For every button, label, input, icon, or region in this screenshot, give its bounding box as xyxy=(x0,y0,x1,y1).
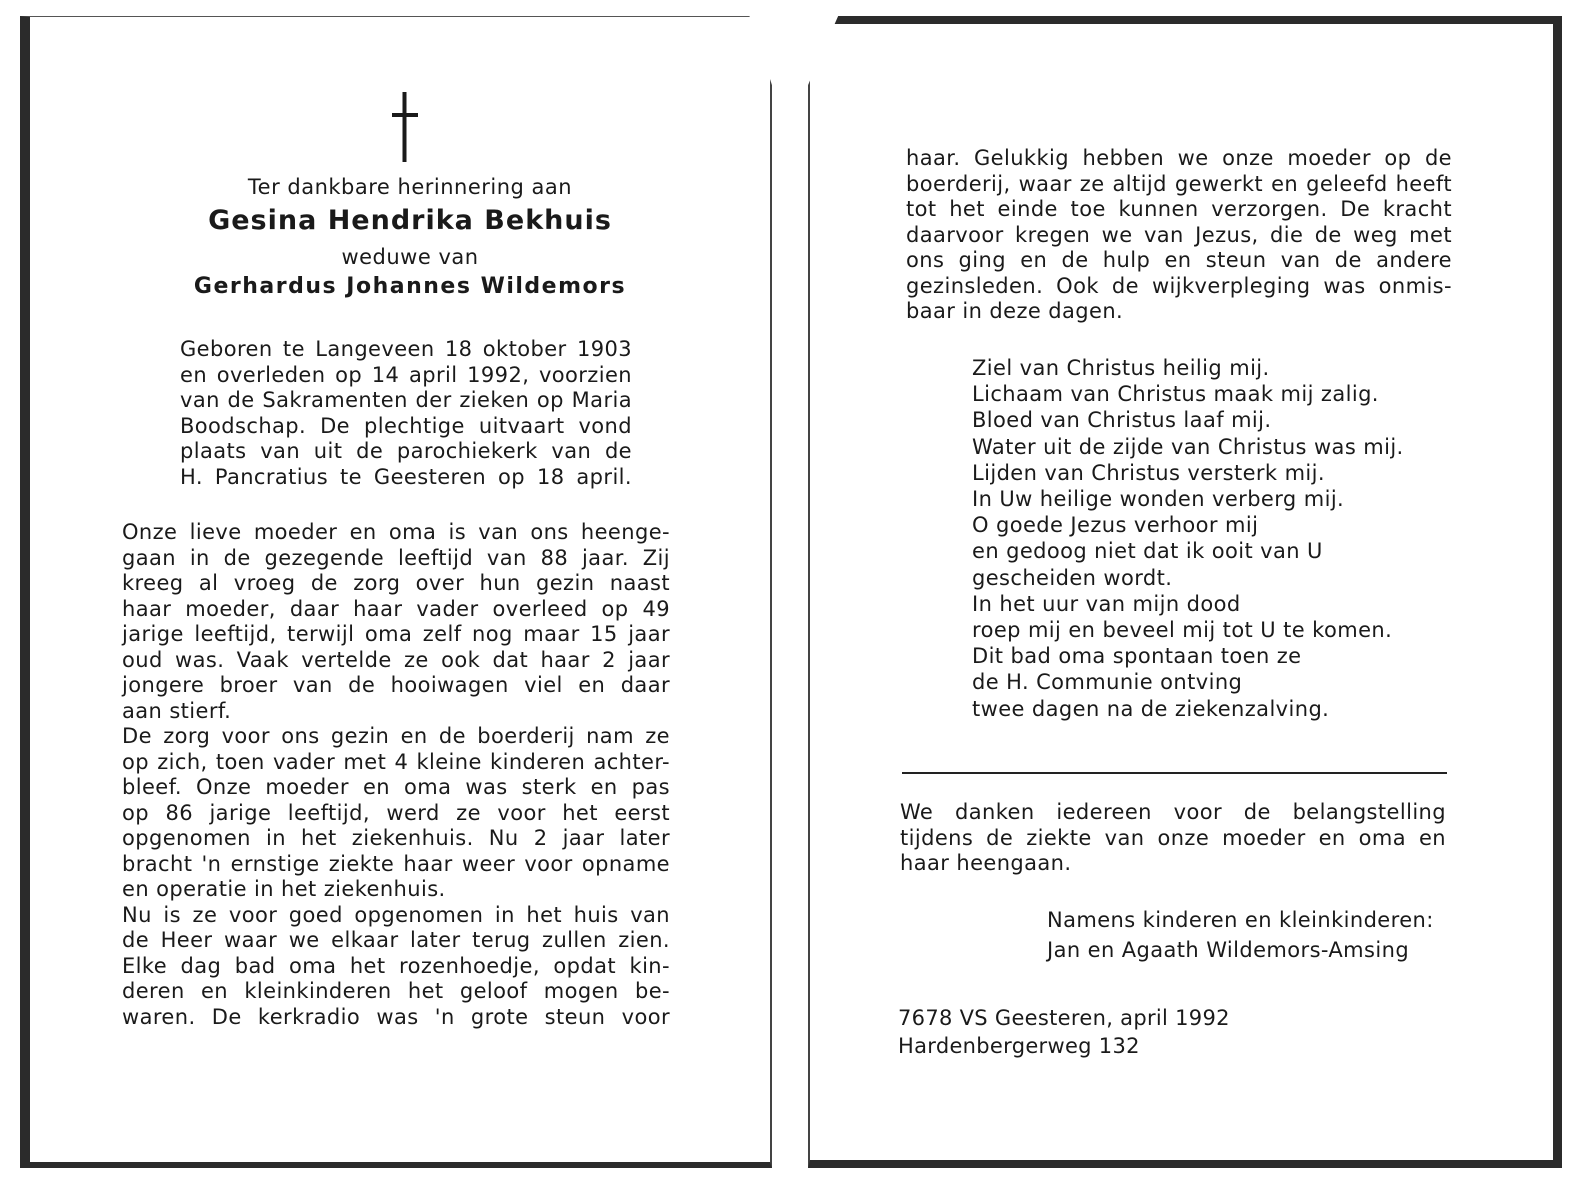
prayer-line: Ziel van Christus heilig mij. xyxy=(972,356,1270,380)
address-line: Hardenbergerweg 132 xyxy=(898,1034,1140,1058)
text-line: Elke dag bad oma het rozenhoedje, opdat kin- xyxy=(122,953,670,978)
text-line: haar heengaan. xyxy=(900,851,1072,875)
prayer-line: roep mij en beveel mij tot U te komen. xyxy=(972,618,1393,643)
text-line: baar in deze dagen. xyxy=(906,299,1124,323)
text-line: H. Pancratius te Geesteren op 18 april. xyxy=(180,464,632,489)
text-line: plaats van uit de parochiekerk van de xyxy=(180,439,632,463)
text-line: We danken iedereen voor de belangstelling xyxy=(900,800,1446,824)
text-line: ons ging en de hulp en steun van de andere xyxy=(906,248,1452,272)
story-paragraph xyxy=(122,520,670,1030)
text-line: de Heer waar we elkaar later terug zullen zien. xyxy=(122,928,670,952)
signature-line: Jan en Agaath Wildemors-Amsing xyxy=(1047,938,1410,962)
text-line: waren. De kerkradio was 'n grote steun voor xyxy=(122,1004,670,1029)
intro-text: Ter dankbare herinnering aan xyxy=(247,175,573,199)
thanks-paragraph xyxy=(900,800,1446,877)
prayer-line: O goede Jezus verhoor mij xyxy=(972,513,1259,538)
text-line: bleef. Onze moeder en oma was sterk en pas xyxy=(122,775,670,799)
text-line: gezinsleden. Ook de wijkverpleging was onmis- xyxy=(906,273,1452,298)
prayer-line: In het uur van mijn dood xyxy=(972,591,1241,616)
cross-icon xyxy=(392,92,418,162)
signature-line: Namens kinderen en kleinkinderen: xyxy=(1047,908,1434,932)
text-line: boerderij, waar ze altijd gewerkt en geleefd heeft xyxy=(906,171,1452,196)
text-line: opgenomen in het ziekenhuis. Nu 2 jaar later xyxy=(122,826,670,850)
text-line: Nu is ze voor goed opgenomen in het huis van xyxy=(122,902,670,927)
widow-text: weduwe van xyxy=(341,245,479,269)
text-line: tot het einde toe kunnen verzorgen. De kracht xyxy=(906,197,1452,221)
prayer-line: en gedoog niet dat ik ooit van U xyxy=(972,539,1323,564)
text-line: oud was. Vaak vertelde ze ook dat haar 2 jaar xyxy=(122,647,670,672)
prayer-block xyxy=(972,355,1404,722)
prayer-line: Water uit de zijde van Christus was mij. xyxy=(972,434,1404,459)
prayer-line: Bloed van Christus laaf mij. xyxy=(972,408,1272,433)
text-line: De zorg voor ons gezin en de boerderij nam ze xyxy=(122,724,670,748)
text-line: en operatie in het ziekenhuis. xyxy=(122,877,446,901)
address-line: 7678 VS Geesteren, april 1992 xyxy=(898,1006,1230,1030)
text-line: haar. Gelukkig hebben we onze moeder op de xyxy=(906,146,1452,170)
prayer-line: In Uw heilige wonden verberg mij. xyxy=(972,487,1345,512)
text-line: op 86 jarige leeftijd, werd ze voor het eerst xyxy=(122,800,670,825)
text-line: kreeg al vroeg de zorg over hun gezin naast xyxy=(122,571,670,595)
text-line: jarige leeftijd, terwijl oma zelf nog maar 15 jaar xyxy=(122,622,670,646)
prayer-line: twee dagen na de ziekenzalving. xyxy=(972,696,1330,721)
text-line: daarvoor kregen we van Jezus, die de weg met xyxy=(906,222,1452,247)
text-line: Onze lieve moeder en oma is van ons heenge- xyxy=(122,520,670,544)
address-block xyxy=(898,1004,1230,1060)
text-line: aan stierf. xyxy=(122,698,232,723)
text-line: tijdens de ziekte van onze moeder en oma en xyxy=(900,825,1446,850)
text-line: gaan in de gezegende leeftijd van 88 jaar. Zij xyxy=(122,545,670,570)
divider xyxy=(902,772,1447,774)
prayer-line: Lichaam van Christus maak mij zalig. xyxy=(972,382,1379,407)
text-line: deren en kleinkinderen het geloof mogen be- xyxy=(122,979,670,1003)
text-line: Geboren te Langeveen 18 oktober 1903 xyxy=(180,337,632,361)
text-line: en overleden op 14 april 1992, voorzien xyxy=(180,362,632,387)
text-line: bracht 'n ernstige ziekte haar weer voor opname xyxy=(122,851,670,876)
text-line: haar moeder, daar haar vader overleed op 49 xyxy=(122,596,670,621)
husband-name: Gerhardus Johannes Wildemors xyxy=(193,274,627,299)
birth-paragraph xyxy=(180,337,632,490)
text-line: jongere broer van de hooiwagen viel en daar xyxy=(122,673,670,697)
text-line: van de Sakramenten der zieken op Maria xyxy=(180,388,632,412)
prayer-line: de H. Communie ontving xyxy=(972,670,1243,695)
text-line: Boodschap. De plechtige uitvaart vond xyxy=(180,413,632,438)
prayer-line: gescheiden wordt. xyxy=(972,565,1173,590)
prayer-line: Dit bad oma spontaan toen ze xyxy=(972,644,1302,669)
prayer-line: Lijden van Christus versterk mij. xyxy=(972,460,1325,485)
signature-block xyxy=(1047,905,1434,965)
continuation-paragraph xyxy=(906,146,1452,325)
text-line: op zich, toen vader met 4 kleine kinderen achter- xyxy=(122,749,670,774)
deceased-name: Gesina Hendrika Bekhuis xyxy=(208,205,612,236)
